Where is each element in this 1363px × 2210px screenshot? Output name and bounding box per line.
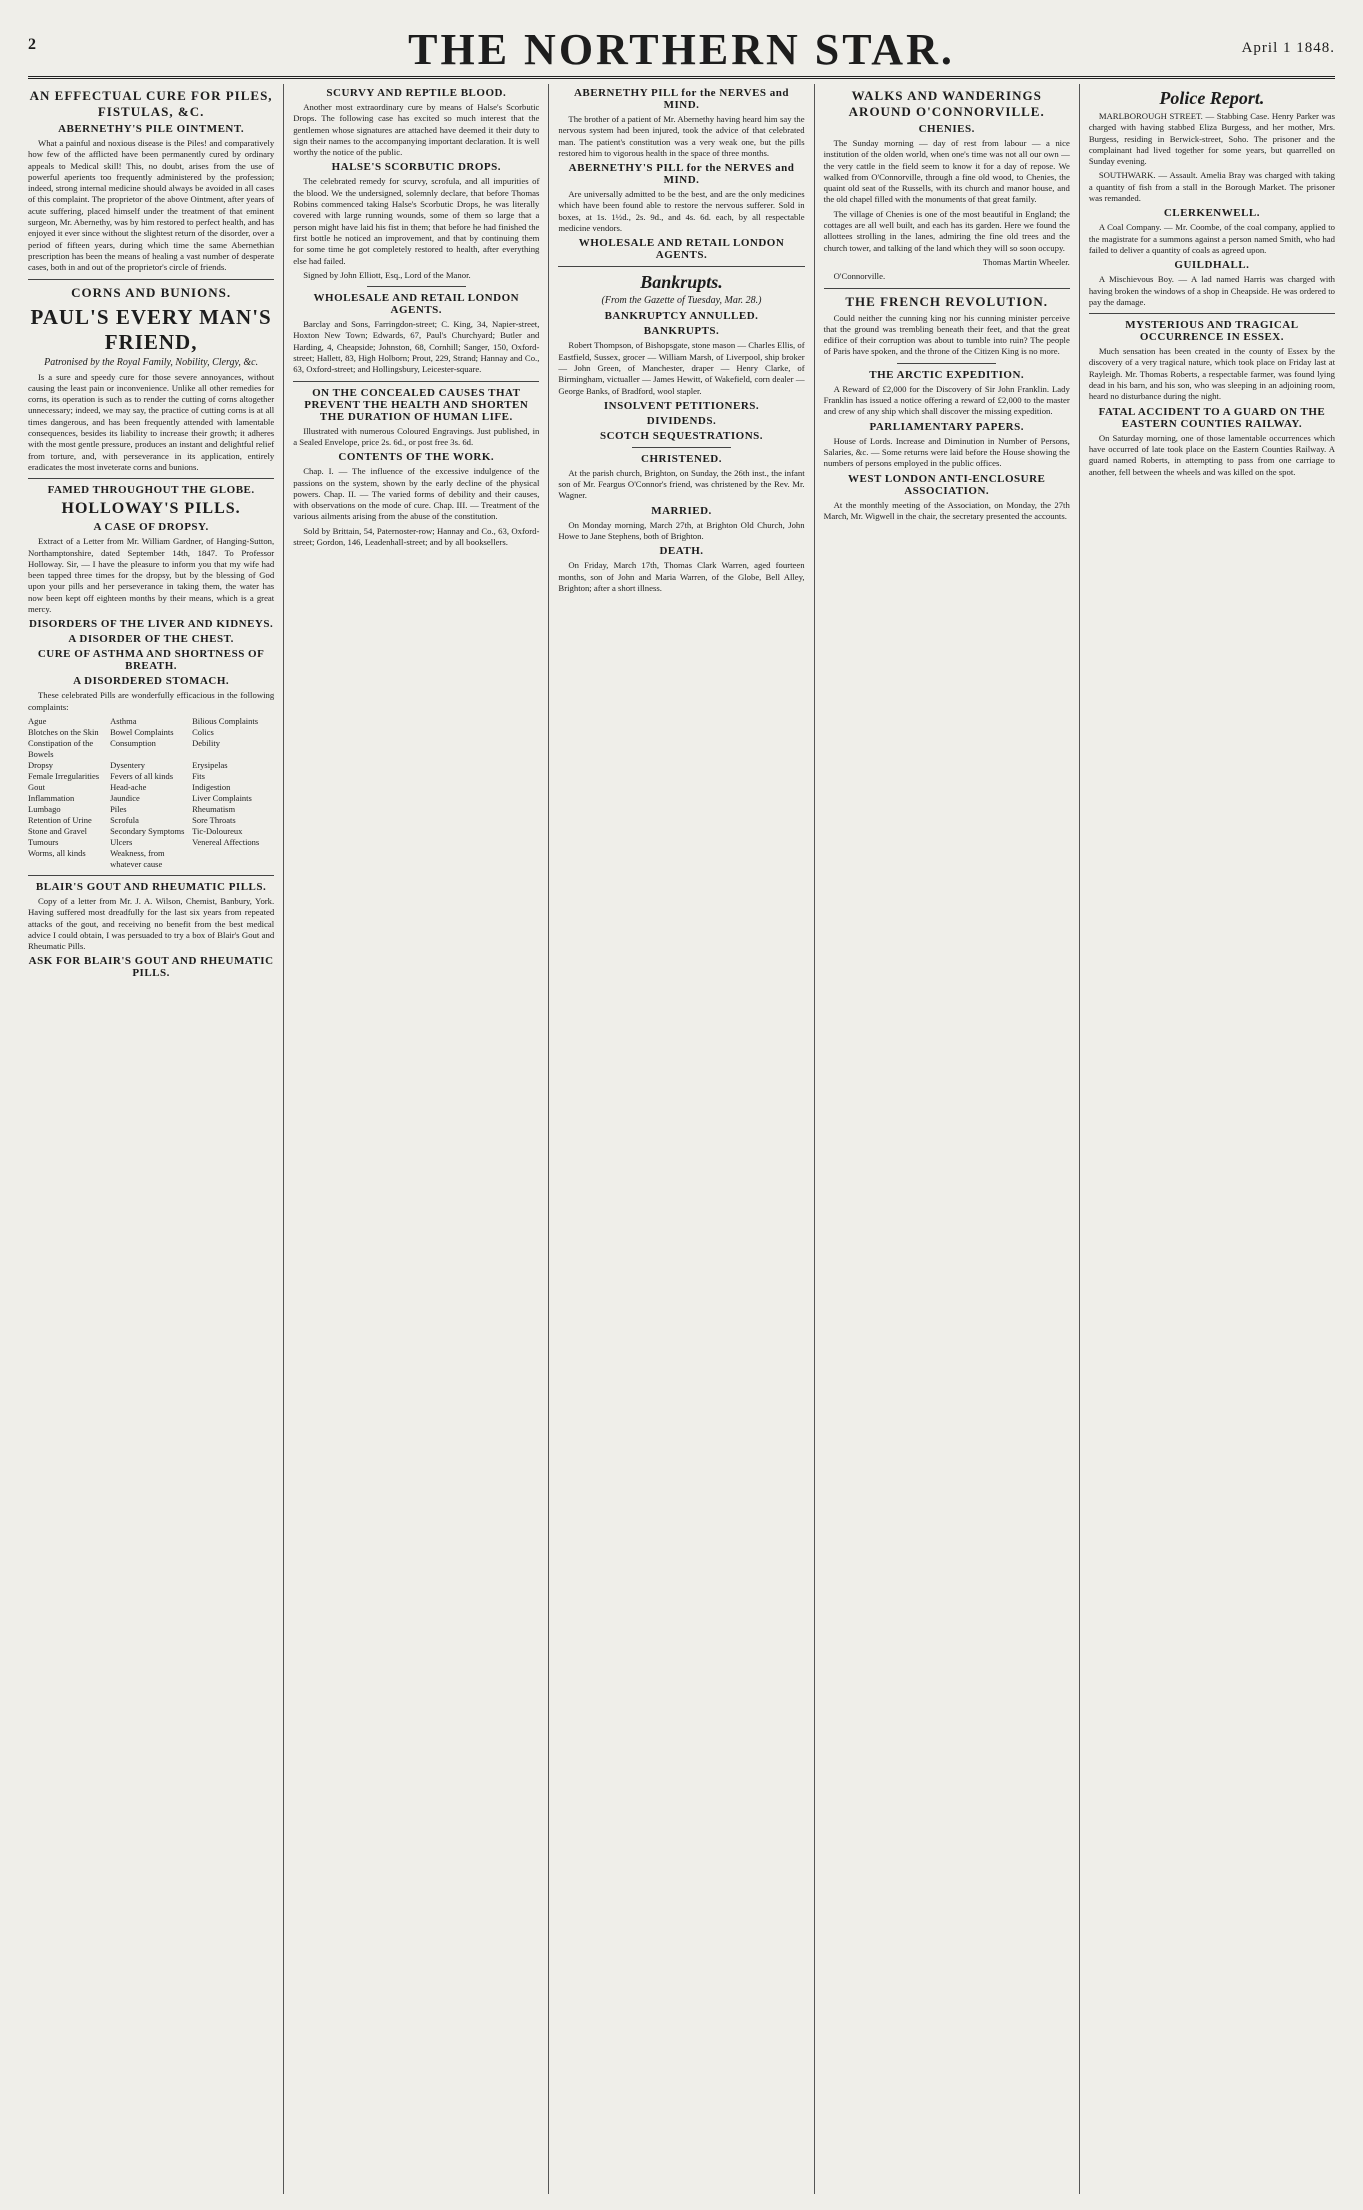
- complaint-item: Retention of Urine: [28, 814, 92, 825]
- divider: [293, 381, 539, 382]
- column-5: [1079, 84, 1335, 2194]
- parliamentary-article: House of Lords. Increase and Diminution in Number of Persons, Salaries, &c. — Some returns were laid before the House showing the numbers of persons employed in the public offices.: [823, 435, 1070, 469]
- signature: Thomas Martin Wheeler.: [982, 256, 1070, 267]
- paul-patron: Patronised by the Royal Family, Nobility, Clergy, &c.: [44, 356, 259, 368]
- complaint-item: Stone and Gravel: [28, 825, 88, 836]
- scurvy-article: Another most extraordinary cure by means of Halse's Scorbutic Drops. The following case has excited so much interest that the gentlemen whose signatures are attached have deemed it their duty to sign their names to the accompanying important declaration. It is well worthy the notice of the public.: [293, 102, 540, 158]
- bankrupts-list-heading: BANKRUPTS.: [643, 325, 720, 338]
- dividends-heading: DIVIDENDS.: [646, 414, 717, 427]
- walks-article: The Sunday morning — day of rest from labour — a nice institution of the olden world, when one's time was not all our own — the very cattle in the field seem to know it for a day of repose. We walked from O'Connorville, through a fine old wood, to Chenies, the quaint old seat of the Russells, with its church and manor house, and the old chapel filled with the monuments of that great family.: [823, 138, 1070, 205]
- bankrupts-subheading: (From the Gazette of Tuesday, Mar. 28.): [601, 295, 762, 307]
- complaint-item: Consumption: [110, 737, 156, 748]
- fatal-article: On Saturday morning, one of those lamentable occurrences which have occurred of late took place on the Eastern Counties Railway. A guard named Roberts, in attempting to pass from one carriage to another, fell between the wheels and was killed on the spot.: [1088, 432, 1336, 477]
- paul-article: Is a sure and speedy cure for those severe annoyances, without causing the least pain or inconvenience. Unlike all other remedies for corns, its operation is such as to render the cutting of corns altogether unnecessary; indeed, we may say, the practice of cutting corns is at all times dangerous, and has been frequently attended with lamentable consequences, besides its liability to increase their growth; it adheres with the most gentle pressure, produces an instant and delightful relief from torture, and, with perseverance in its application, entirely eradicates the most inveterate corns and bunions.: [28, 371, 275, 472]
- contents-article: Chap. I. — The influence of the excessive indulgence of the passions on the system, shown by the early decline of the physical powers. Chap. II. — The varied forms of debility and their causes, with observations on the mode of cure. Chap. III. — Treatment of the various ailments arising from the abuse of the constitution.: [293, 466, 540, 522]
- column-3: [548, 84, 813, 2194]
- complaints-list: [28, 716, 274, 870]
- police-article-2: SOUTHWARK. — Assault. Amelia Bray was charged with taking a quantity of fish from a stall in the Borough Market. The prisoner was remanded.: [1088, 170, 1336, 204]
- complaint-item: Asthma: [110, 715, 137, 726]
- divider: [558, 266, 804, 267]
- complaint-item: Tic-Doloureux: [192, 825, 243, 836]
- wholesale-article: Barclay and Sons, Farringdon-street; C. King, 34, Napier-street, Hoxton New Town; Edwards, 67, Paul's Churchyard; Butler and Harding, 4, Cheapside; Johnston, 68, Cornhill; Sanger, 150, Oxford-street; Hallett, 83, High Holborn; Prout, 229, Strand; Hannay and Co., 63, Oxford-street; and Hollingsbury, Leicester-square.: [293, 319, 540, 375]
- divider: [824, 288, 1070, 289]
- divider: [632, 447, 730, 448]
- newspaper-columns: [28, 84, 1335, 2194]
- kidneys-heading: DISORDERS OF THE LIVER AND KIDNEYS.: [28, 618, 274, 631]
- paul-heading: PAUL'S EVERY MAN'S FRIEND,: [30, 304, 272, 354]
- column-4: [814, 84, 1079, 2194]
- christened-heading: CHRISTENED.: [641, 452, 722, 465]
- revolution-article: Could neither the cunning king nor his cunning minister perceive that the ground was trembling beneath their feet, and that the great edifice of their corruption was about to tumble into ruin? The people of Paris have spoken, and the throne of the Citizen King is no more.: [823, 312, 1070, 357]
- complaint-item: Scrofula: [110, 814, 139, 825]
- constipation-article: Illustrated with numerous Coloured Engravings. Just published, in a Sealed Envelope, price 2s. 6d., or post free 3s. 6d.: [293, 425, 540, 447]
- complaint-item: Bowel Complaints: [110, 726, 174, 737]
- divider: [367, 286, 465, 287]
- christened-article: At the parish church, Brighton, on Sunday, the 26th inst., the infant son of Mr. Feargus O'Connor's friend, was christened by the Rev. Mr. Wagner.: [558, 467, 805, 501]
- newspaper-title: THE NORTHERN STAR.: [408, 25, 955, 74]
- scotch-heading: SCOTCH SEQUESTRATIONS.: [600, 429, 764, 442]
- chenies-heading: CHENIES.: [918, 123, 975, 135]
- divider: [897, 363, 995, 364]
- constipation-heading: ON THE CONCEALED CAUSES THAT PREVENT THE HEALTH AND SHORTEN THE DURATION OF HUMAN LIFE.: [304, 386, 529, 423]
- complaint-item: Constipation of the Bowels: [28, 737, 94, 759]
- complaint-item: Tumours: [28, 836, 59, 847]
- complaint-item: Fevers of all kinds: [110, 770, 174, 781]
- issue-date: April 1 1848.: [1241, 40, 1335, 56]
- arctic-heading: THE ARCTIC EXPEDITION.: [869, 368, 1025, 381]
- complaint-item: Sore Throats: [192, 814, 236, 825]
- chest-heading: A DISORDER OF THE CHEST.: [68, 633, 234, 646]
- clerkenwell-heading: CLERKENWELL.: [1163, 207, 1260, 220]
- walks-heading: WALKS AND WANDERINGS AROUND O'CONNORVILLE.: [848, 88, 1045, 119]
- complaint-item: Gout: [28, 781, 45, 792]
- guildhall-heading: GUILDHALL.: [1174, 259, 1250, 272]
- column-2: [283, 84, 548, 2194]
- petitioners-heading: INSOLVENT PETITIONERS.: [603, 399, 760, 412]
- married-heading: MARRIED.: [651, 504, 712, 517]
- halse-heading: HALSE'S SCORBUTIC DROPS.: [331, 161, 501, 174]
- divider: [1089, 313, 1335, 314]
- complaint-item: Colics: [192, 726, 214, 737]
- complaint-item: Inflammation: [28, 792, 75, 803]
- divider: [28, 875, 274, 876]
- complaint-item: Head-ache: [110, 781, 147, 792]
- place: O'Connorville.: [833, 271, 886, 282]
- complaint-item: Venereal Affections: [192, 836, 260, 847]
- complaint-item: Liver Complaints: [192, 792, 252, 803]
- asthma-heading: CURE OF ASTHMA AND SHORTNESS OF BREATH.: [37, 648, 265, 673]
- stomach-heading: A DISORDERED STOMACH.: [73, 675, 230, 688]
- scurvy-heading: SCURVY AND REPTILE BLOOD.: [326, 87, 507, 99]
- contents-heading: CONTENTS OF THE WORK.: [338, 451, 495, 464]
- bankruptcy-annulled-heading: BANKRUPTCY ANNULLED.: [604, 310, 759, 323]
- complaint-item: Bilious Complaints: [192, 715, 259, 726]
- revolution-heading: THE FRENCH REVOLUTION.: [845, 293, 1049, 309]
- complaint-item: Rheumatism: [192, 803, 236, 814]
- mysterious-heading: MYSTERIOUS AND TRAGICAL OCCURRENCE IN ESSEX.: [1125, 319, 1299, 344]
- blair-article: Copy of a letter from Mr. J. A. Wilson, Chemist, Banbury, York. Having suffered most dreadfully for the last six years from repeated attacks of the gout, and receiving no benefit from the best medical advice I could obtain, I was persuaded to try a box of Blair's Gout and Rheumatic Pills.: [28, 895, 275, 952]
- holloway-article: Extract of a Letter from Mr. William Gardner, of Hanging-Sutton, Northamptonshire, dated September 14th, 1847. To Professor Holloway. Sir, — I have the pleasure to inform you that my wife had been tapped three times for the dropsy, but by the blessing of God upon your pills and her perseverance in taking them, the water has now been kept off eighteen months by their means, which is a great mercy.: [28, 536, 275, 615]
- halse-article: The celebrated remedy for scurvy, scrofula, and all impurities of the blood. We the undersigned, solemnly declare, that before Thomas Robins commenced taking Halse's Scorbutic Drops, he was literally covered with large running wounds, some of them so large that a person might have laid his fist in them; that before he had finished the first bottle he noticed an improvement, and that by continuing them for some time he got completely restored to health, after everything else had failed.: [293, 176, 540, 266]
- complaint-item: Female Irregularities: [28, 770, 100, 781]
- complaint-item: Ague: [28, 715, 47, 726]
- guildhall-article: A Mischievous Boy. — A lad named Harris was charged with having broken the windows of a shop in Cheapside. He was ordered to pay the damage.: [1088, 274, 1336, 307]
- complaint-item: Dysentery: [110, 759, 145, 770]
- complaint-item: Indigestion: [192, 781, 231, 792]
- pills-heading: ABERNETHY'S PILL for the NERVES and MIND.: [568, 162, 795, 187]
- divider: [28, 478, 274, 479]
- complaint-item: Ulcers: [110, 836, 133, 847]
- arctic-article: A Reward of £2,000 for the Discovery of Sir John Franklin. Lady Franklin has issued a notice offering a reward of £2,000 to the master and crew of any ship which shall discover the missing expedition.: [823, 383, 1070, 417]
- death-article: On Friday, March 17th, Thomas Clark Warren, aged fourteen months, son of John and Maria Warren, of the Globe, Bell Alley, Brighton; after a short illness.: [558, 560, 805, 593]
- mysterious-article: Much sensation has been created in the county of Essex by the discovery of a very tragical nature, which took place on Friday last at Rayleigh. Mr. Thomas Roberts, a respectable farmer, was found lying dead in his barn, and his son, who was sleeping in an adjoining room, heard no disturbance during the night.: [1088, 346, 1336, 402]
- complaint-item: Dropsy: [28, 759, 54, 770]
- column-1: [28, 84, 283, 2194]
- masthead: [28, 18, 1335, 79]
- complaint-item: Worms, all kinds: [28, 847, 86, 858]
- blair-heading: BLAIR'S GOUT AND RHEUMATIC PILLS.: [35, 880, 267, 893]
- bankrupts-heading: Bankrupts.: [640, 272, 723, 293]
- signed-line: Signed by John Elliott, Esq., Lord of the Manor.: [303, 269, 471, 280]
- married-article: On Monday morning, March 27th, at Brighton Old Church, John Howe to Jane Stephens, both of Brighton.: [558, 519, 805, 542]
- wholesale-heading-2: WHOLESALE AND RETAIL LONDON AGENTS.: [578, 237, 785, 262]
- wholesale-heading: WHOLESALE AND RETAIL LONDON AGENTS.: [313, 292, 520, 317]
- west-london-article: At the monthly meeting of the Association, on Monday, the 27th March, Mr. Wigwell in the chair, the secretary presented the accounts.: [823, 499, 1070, 521]
- complaint-item: Jaundice: [110, 792, 140, 803]
- holloway-heading: HOLLOWAY'S PILLS.: [61, 500, 241, 518]
- complaint-item: Secondary Symptoms: [110, 825, 185, 836]
- pills-article: Are universally admitted to be the best, and are the only medicines which have been found able to restore the nervous sufferer. Sold in boxes, at 1s. 1½d., 2s. 9d., and 4s. 6d. each, by all respectable medicine vendors.: [558, 189, 805, 234]
- complaints-intro: These celebrated Pills are wonderfully efficacious in the following complaints:: [28, 690, 275, 712]
- west-london-heading: WEST LONDON ANTI-ENCLOSURE ASSOCIATION.: [848, 472, 1046, 497]
- complaint-item: Fits: [192, 770, 205, 781]
- parliamentary-heading: PARLIAMENTARY PAPERS.: [869, 420, 1024, 433]
- death-heading: DEATH.: [659, 545, 704, 558]
- blair-heading-2: ASK FOR BLAIR'S GOUT AND RHEUMATIC PILLS.: [28, 955, 274, 980]
- publisher-line: Sold by Brittain, 54, Paternoster-row; Hannay and Co., 63, Oxford-street; Gordon, 146, Leadenhall-street; and by all booksellers.: [293, 525, 540, 548]
- complaint-item: Lumbago: [28, 803, 61, 814]
- complaint-item: Erysipelas: [192, 759, 228, 770]
- holloway-subheading: A CASE OF DROPSY.: [93, 521, 209, 534]
- police-heading: Police Report.: [1159, 88, 1265, 108]
- page-number: 2: [28, 36, 36, 53]
- complaint-item: Blotches on the Skin: [28, 726, 99, 737]
- complaint-item: Debility: [192, 737, 220, 748]
- police-article: MARLBOROUGH STREET. — Stabbing Case. Henry Parker was charged with having stabbed Eliza Burgess, and her mother, Mrs. Burgess, residing in Berwick-street, Soho. The prisoner and the complainant had lived together for some years, but quarrelled on Sunday evening.: [1088, 111, 1336, 167]
- bankrupts-article: Robert Thompson, of Bishopsgate, stone mason — Charles Ellis, of Eastfield, Sussex, grocer — William Marsh, of Liverpool, ship broker — John Green, of Manchester, draper — Henry Clarke, of Birmingham, victualler — James Hewitt, of Wakefield, corn dealer — George Banks, of Bradford, wool stapler.: [558, 340, 805, 396]
- corns-heading: CORNS AND BUNIONS.: [71, 284, 232, 300]
- abernethy-nerves-heading: ABERNETHY PILL for the NERVES and MIND.: [573, 87, 790, 111]
- divider: [28, 279, 274, 280]
- abernethy-nerves-article: The brother of a patient of Mr. Abernethy having heard him say the nervous system had been injured, took the advice of that celebrated man. The patient's constitution was a very weak one, but the pills restored him to vigorous health in the space of three months.: [558, 114, 805, 158]
- abernethy-heading: ABERNETHY'S PILE OINTMENT.: [58, 123, 245, 135]
- globe-heading: FAMED THROUGHOUT THE GLOBE.: [47, 484, 255, 497]
- walks-article-2: The village of Chenies is one of the most beautiful in England; the cottages are all well built, and each has its garden. Here we found the allottees strolling in the lanes, admiring the fine old trees and the church tower, and talking of the land which they will so soon occupy.: [823, 208, 1070, 253]
- clerkenwell-article: A Coal Company. — Mr. Coombe, of the coal company, applied to the magistrate for a summons against a person named Smith, who had failed to deliver a quantity of coals as agreed upon.: [1088, 222, 1336, 255]
- cure-heading: AN EFFECTUAL CURE FOR PILES, FISTULAS, &C.: [29, 88, 273, 119]
- abernethy-article: What a painful and noxious disease is the Piles! and comparatively how few of the afflicted have been permanently cured by ordinary appeals to Medical skill! This, no doubt, arises from the use of powerful aperients too frequently administered by the profession; indeed, strong internal medicine should always be avoided in all cases of this complaint. The proprietor of the above Ointment, after years of acute suffering, placed himself under the treatment of that eminent surgeon, Mr. Abernethy, was by him restored to perfect health, and has enjoyed it ever since without the slightest return of the disorder, over a period of fifteen years, during which time the same Abernethian prescription has been the means of healing a vast number of desperate cases, both in and out of the proprietor's circle of friends.: [28, 138, 275, 273]
- complaint-item: Weakness, from whatever cause: [110, 847, 165, 869]
- fatal-heading: FATAL ACCIDENT TO A GUARD ON THE EASTERN COUNTIES RAILWAY.: [1098, 405, 1326, 430]
- complaint-item: Piles: [110, 803, 127, 814]
